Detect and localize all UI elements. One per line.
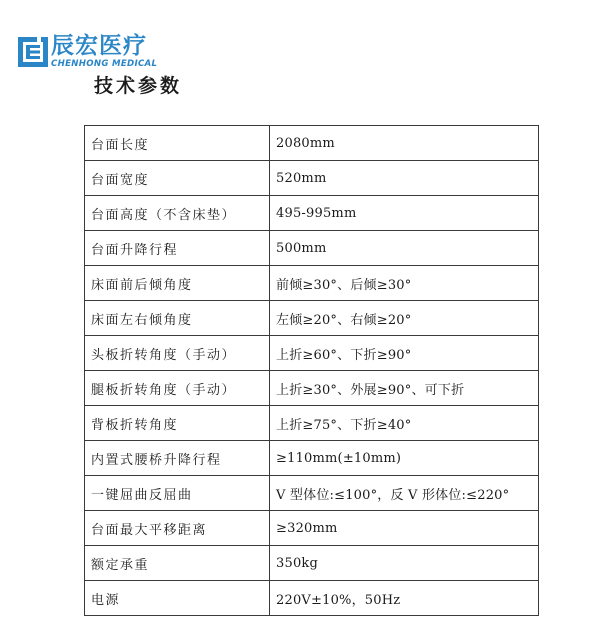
table-row	[85, 336, 539, 371]
spec-value: ≥110mm(±10mm)	[270, 441, 539, 476]
spec-label: 腿板折转角度（手动）	[85, 371, 270, 406]
spec-label: 台面最大平移距离	[85, 511, 270, 546]
table-row	[85, 161, 539, 196]
spec-label: 背板折转角度	[85, 406, 270, 441]
spec-value: 上折≥30°、外展≥90°、可下折	[270, 371, 539, 406]
logo-chinese-name: 辰宏医疗	[51, 33, 147, 59]
table-row	[85, 371, 539, 406]
spec-value: 500mm	[270, 231, 539, 266]
table-row	[85, 231, 539, 266]
spec-value: 350kg	[270, 546, 539, 581]
table-row	[85, 546, 539, 581]
spec-table-body	[85, 126, 539, 616]
spec-value: 左倾≥20°、右倾≥20°	[270, 301, 539, 336]
spec-label: 台面高度（不含床垫）	[85, 196, 270, 231]
logo-mark-icon	[18, 37, 48, 67]
spec-value: 2080mm	[270, 126, 539, 161]
spec-label: 台面长度	[85, 126, 270, 161]
table-row	[85, 511, 539, 546]
spec-value: 220V±10%，50Hz	[270, 581, 539, 616]
spec-value: V 型体位:≤100°，反 V 形体位:≤220°	[270, 476, 539, 511]
spec-value: 上折≥60°、下折≥90°	[270, 336, 539, 371]
table-row	[85, 476, 539, 511]
table-row	[85, 581, 539, 616]
table-row	[85, 441, 539, 476]
spec-label: 电源	[85, 581, 270, 616]
table-row	[85, 196, 539, 231]
spec-label: 台面升降行程	[85, 231, 270, 266]
spec-label: 床面前后倾角度	[85, 266, 270, 301]
spec-value: 520mm	[270, 161, 539, 196]
table-row	[85, 266, 539, 301]
spec-value: 上折≥75°、下折≥40°	[270, 406, 539, 441]
spec-label: 床面左右倾角度	[85, 301, 270, 336]
table-row	[85, 301, 539, 336]
company-logo	[18, 33, 188, 75]
table-row	[85, 126, 539, 161]
spec-label: 内置式腰桥升降行程	[85, 441, 270, 476]
spec-value: ≥320mm	[270, 511, 539, 546]
spec-value: 495-995mm	[270, 196, 539, 231]
table-row	[85, 406, 539, 441]
logo-english-name: CHENHONG MEDICAL	[51, 59, 158, 69]
spec-label: 头板折转角度（手动）	[85, 336, 270, 371]
spec-value: 前倾≥30°、后倾≥30°	[270, 266, 539, 301]
spec-label: 额定承重	[85, 546, 270, 581]
spec-label: 一键屈曲反屈曲	[85, 476, 270, 511]
spec-table	[84, 125, 539, 616]
spec-label: 台面宽度	[85, 161, 270, 196]
page-title: 技术参数	[94, 75, 183, 97]
